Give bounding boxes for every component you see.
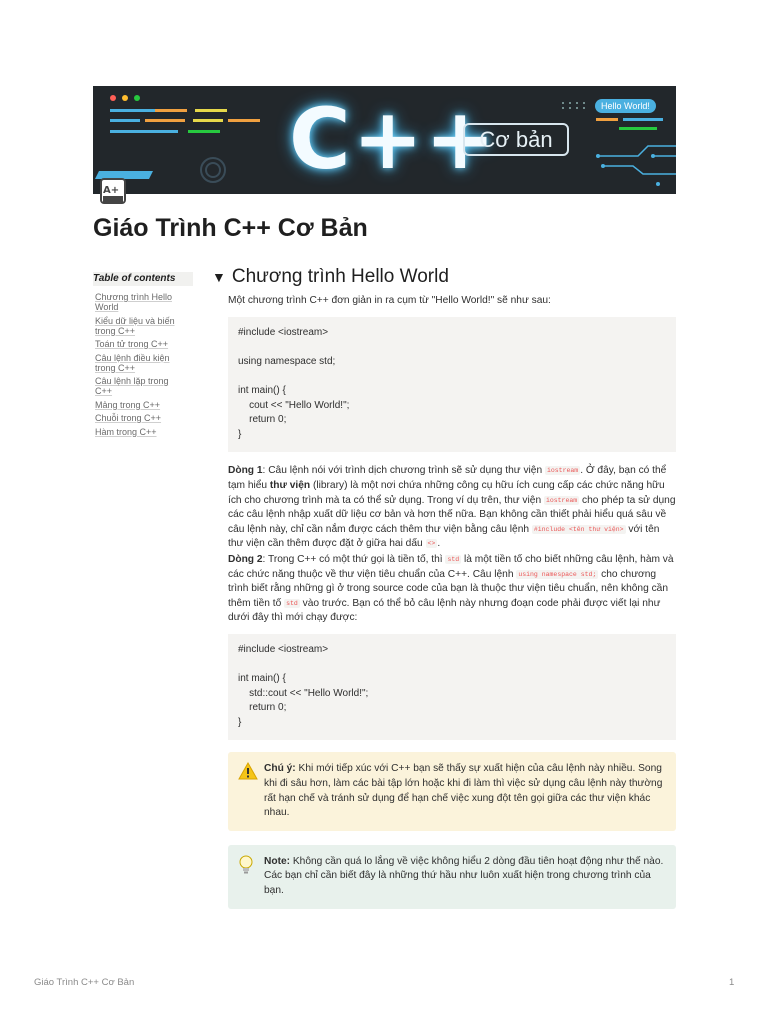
code-line: } [238,428,242,440]
section-heading: Chương trình Hello World [231,266,449,287]
code-block-2 [228,634,676,741]
bold-term: thư viện [269,479,311,491]
toc-item-loops[interactable]: Câu lệnh lặp trong C++ [95,376,169,396]
intro-paragraph: Một chương trình C++ đơn giản in ra cụm từ "Hello World!" sẽ như sau: [228,295,551,306]
line1-label: Dòng 1 [228,465,263,477]
text: (library) là một nơi chứa những công cụ hữu ích cung cấp các chức năng hữu ích cho chương trình mà ta có thể sử dụng. Trong ví dụ trên, thư viện [228,479,665,506]
toc-item-data-types[interactable]: Kiểu dữ liệu và biến trong C++ [95,315,175,336]
line2-label: Dòng 2 [228,553,263,565]
text: . [437,538,441,550]
page-number: 1 [729,977,735,988]
text: với tên thư viện cần thêm được đặt ở giữa hai dấu [228,523,660,550]
line2-paragraph [228,553,676,626]
code-line: cout << "Hello World!"; [238,399,350,411]
line1-paragraph [228,464,676,552]
text: . Ở đây, bạn có thể tạm hiểu [228,465,667,491]
code-line [238,369,666,384]
toc-heading: Table of contents [93,272,193,286]
code-line: } [238,716,242,728]
footer-title: Giáo Trình C++ Cơ Bản [34,977,135,988]
toc-item-conditionals[interactable]: Câu lệnh điều kiện trong C++ [95,352,170,373]
banner-pill: Hello World! [595,99,656,113]
code-line: return 0; [238,414,287,426]
code-line: #include <iostream> [238,326,329,338]
main-content [212,266,676,923]
note-callout [228,845,676,909]
toc-item-hello-world[interactable]: Chương trình Hello World [95,292,172,312]
page-icon [100,178,126,204]
banner-subtitle: Cơ bản [463,123,569,156]
warning-label: Chú ý: [264,763,296,775]
code-line: int main() { [238,384,286,396]
text: là một tiền tố cho biết những câu lệnh, hàm và các chức năng thuộc về thư viện tiêu chuẩn của C++. Câu lệnh [228,553,674,580]
toggle-triangle-icon[interactable]: ▼ [212,269,226,285]
code-line [238,340,666,355]
inline-code: iostream [545,496,578,504]
note-text: Không cần quá lo lắng về việc không hiểu 2 dòng đầu tiên hoạt động như thế nào. Các bạn chỉ cần biết đây là những thứ hầu như luôn xuất hiện trong chương trình của bạn. [264,855,664,896]
inline-code: std [447,555,460,563]
inline-code: iostream [546,467,579,475]
code-line [238,657,666,672]
text: : Câu lệnh nói với trình dịch chương trình sẽ sử dụng thư viện [262,465,545,477]
text: : Trong C++ có một thứ gọi là tiền tố, thì [262,553,446,565]
inline-code: <> [427,540,436,548]
warning-icon [238,762,264,820]
cover-banner [93,86,676,194]
code-block-1 [228,317,676,453]
warning-callout [228,752,676,830]
toc-item-functions[interactable]: Hàm trong C++ [95,426,157,437]
inline-code: std [286,599,298,607]
svg-text:A+: A+ [103,185,120,196]
note-label: Note: [264,855,291,867]
warning-text: Khi mới tiếp xúc với C++ bạn sẽ thấy sự xuất hiện của câu lệnh này nhiều. Song khi đi sâu hơn, làm các bài tập lớn hoặc khi đi làm thì việc sử dụng câu lệnh này thường rất hạn chế và tránh sử dụng để hạn chế việc xung đột tên gọi giữa các thư viện khác nhau. [264,763,663,819]
text: cho chương trình biết rằng những gì ở trong source code của bạn là thuộc thư viện tiêu chuẩn, nên không cần thêm tiền tố [228,568,668,609]
code-line: int main() { [238,673,286,685]
lightbulb-icon [238,855,264,899]
code-line: return 0; [238,702,287,714]
code-line: std::cout << "Hello World!"; [238,687,369,699]
toc-item-strings[interactable]: Chuỗi trong C++ [95,413,162,423]
table-of-contents [93,272,193,440]
toc-item-operators[interactable]: Toán tử trong C++ [95,339,169,349]
code-line: #include <iostream> [238,643,329,655]
inline-code: using namespace std; [518,570,597,578]
inline-code: #include <tên thư viện> [533,525,624,533]
section-toggle-heading[interactable] [212,266,676,288]
banner-title: C++ [289,90,498,188]
page-title: Giáo Trình C++ Cơ Bản [93,214,368,242]
toc-item-arrays[interactable]: Mảng trong C++ [95,399,161,410]
code-line: using namespace std; [238,355,336,367]
text: cho phép ta sử dụng các câu lệnh nhập xuất dữ liệu cơ bản và hơn thế nữa. Bạn không cần thiết phải hiểu quá sâu về câu lệnh này, chỉ cần nắm được cách thêm thư viện bằng câu lệnh [228,494,676,535]
text: vào trước. Bạn có thể bỏ câu lệnh này nhưng đoạn code phải được viết lại như dưới đây thì mới chạy được: [228,597,661,624]
